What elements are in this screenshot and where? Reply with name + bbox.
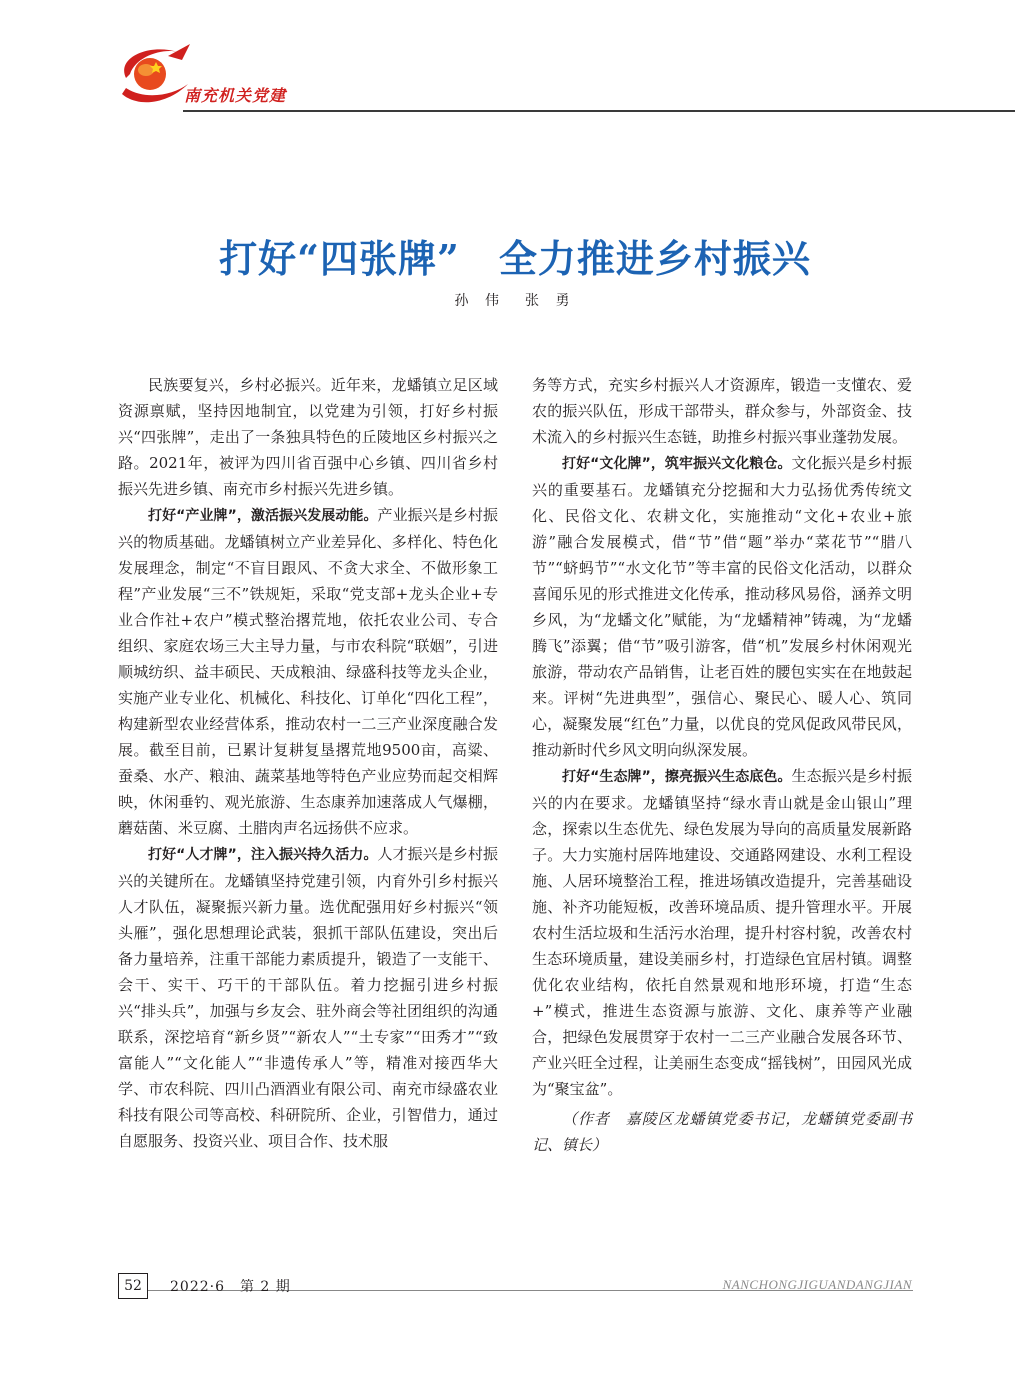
page-number: 52 bbox=[118, 1273, 148, 1299]
article-title: 打好“四张牌” 全力推进乡村振兴 bbox=[219, 236, 811, 281]
section-body-ecology: 生态振兴是乡村振兴的内在要求。龙蟠镇坚持“绿水青山就是金山银山”理念，探索以生态优先、绿色发展为导向的高质量发展新路子。大力实施村居阵地建设、交通路网建设、水利工程设施、人居环境整治工程，推进场镇改造提升，完善基础设施、补齐功能短板，改善环境品质、提升管理水平。开展农村生活垃圾和生活污水治理，提升村容村貌，改善农村生态环境质量，建设美丽乡村，打造绿色宜居村镇。调整优化农业结构，依托自然景观和地形环境，打造“生态+”模式，推进生态资源与旅游、文化、康养等产业融合，把绿色发展贯穿于农村一二三产业融合发展各环节、产业兴旺全过程，让美丽生态变成“摇钱树”，田园风光成为“聚宝盆”。 bbox=[532, 767, 912, 1098]
header-rule bbox=[183, 110, 1015, 112]
paragraph-talent-continued: 务等方式，充实乡村振兴人才资源库，锻造一支懂农、爱农的振兴队伍，形成干部带头，群众参与，外部资金、技术流入的乡村振兴生态链，助推乡村振兴事业蓬勃发展。 bbox=[532, 376, 912, 446]
paragraph-industry bbox=[118, 502, 498, 841]
section-heading-talent: 打好“人才牌”，注入振兴持久活力。 bbox=[148, 847, 378, 863]
section-body-talent: 人才振兴是乡村振兴的关键所在。龙蟠镇坚持党建引领，内育外引乡村振兴人才队伍，凝聚振兴新力量。选优配强用好乡村振兴“领头雁”，强化思想理论武装，狠抓干部队伍建设，突出后备力量培养，注重干部能力素质提升，锻造了一支能干、会干、实干、巧干的干部队伍。着力挖掘引进乡村振兴“排头兵”，加强与乡友会、驻外商会等社团组织的沟通联系，深挖培育“新乡贤”“新农人”“土专家”“田秀才”“致富能人”“文化能人”“非遗传承人”等，精准对接西华大学、市农科院、四川凸酒酒业有限公司、南充市绿盛农业科技有限公司等高校、科研院所、企业，引智借力，通过自愿服务、投资兴业、项目合作、技术服 bbox=[118, 845, 498, 1150]
section-heading-ecology: 打好“生态牌”，擦亮振兴生态底色。 bbox=[562, 769, 792, 785]
author-note: （作者 嘉陵区龙蟠镇党委书记，龙蟠镇党委副书记、镇长） bbox=[532, 1110, 912, 1154]
left-column bbox=[118, 372, 498, 1154]
running-title: NANCHONGJIGUANDANGJIAN bbox=[722, 1277, 912, 1292]
section-body-culture: 文化振兴是乡村振兴的重要基石。龙蟠镇充分挖掘和大力弘扬优秀传统文化、民俗文化、农耕文化，实施推动“文化+农业+旅游”融合发展模式，借“节”借“题”举办“菜花节”“腊八节”“蛴蚂节”“水文化节”等丰富的民俗文化活动，以群众喜闻乐见的形式推进文化传承，推动移风易俗，涵养文明乡风，为“龙蟠文化”赋能，为“龙蟠精神”铸魂，为“龙蟠腾飞”添翼；借“节”吸引游客，借“机”发展乡村休闲观光旅游，带动农产品销售，让老百姓的腰包实实在在地鼓起来。评树“先进典型”，强信心、聚民心、暖人心、筑同心，凝聚发展“红色”力量，以优良的党风促政风带民风，推动新时代乡风文明向纵深发展。 bbox=[532, 454, 912, 759]
section-heading-culture: 打好“文化牌”，筑牢振兴文化粮仓。 bbox=[562, 456, 792, 472]
section-heading-industry: 打好“产业牌”，激活振兴发展动能。 bbox=[148, 508, 378, 524]
publication-logo bbox=[108, 38, 198, 118]
paragraph-talent bbox=[118, 841, 498, 1154]
paragraph-culture bbox=[532, 450, 912, 763]
issue-label: 2022·6 第 2 期 bbox=[170, 1279, 291, 1295]
section-body-industry: 产业振兴是乡村振兴的物质基础。龙蟠镇树立产业差异化、多样化、特色化发展理念，制定“不盲目跟风、不贪大求全、不做形象工程”产业发展“三不”铁规矩，采取“党支部+龙头企业+专业合作社+农户”模式整治撂荒地，依托农业公司、专合组织、家庭农场三大主导力量，与市农科院“联姻”，引进顺城纺织、益丰硕民、天成粮油、绿盛科技等龙头企业，实施产业专业化、机械化、科技化、订单化“四化工程”，构建新型农业经营体系，推动农村一二三产业深度融合发展。截至目前，已累计复耕复垦撂荒地9500亩，高粱、蚕桑、水产、粮油、蔬菜基地等特色产业应势而起交相辉映，休闲垂钓、观光旅游、生态康养加速落成人气爆棚，蘑菇菌、米豆腐、土腊肉声名远扬供不应求。 bbox=[118, 506, 498, 837]
paragraph-ecology bbox=[532, 763, 912, 1102]
right-column bbox=[532, 372, 912, 1158]
publication-name: 南充机关党建 bbox=[184, 86, 287, 105]
paragraph-intro: 民族要复兴，乡村必振兴。近年来，龙蟠镇立足区域资源禀赋，坚持因地制宜，以党建为引领，打好乡村振兴“四张牌”，走出了一条独具特色的丘陵地区乡村振兴之路。2021年，被评为四川省百强中心乡镇、四川省乡村振兴先进乡镇、南充市乡村振兴先进乡镇。 bbox=[118, 376, 498, 498]
article-authors: 孙 伟 张 勇 bbox=[454, 293, 576, 309]
